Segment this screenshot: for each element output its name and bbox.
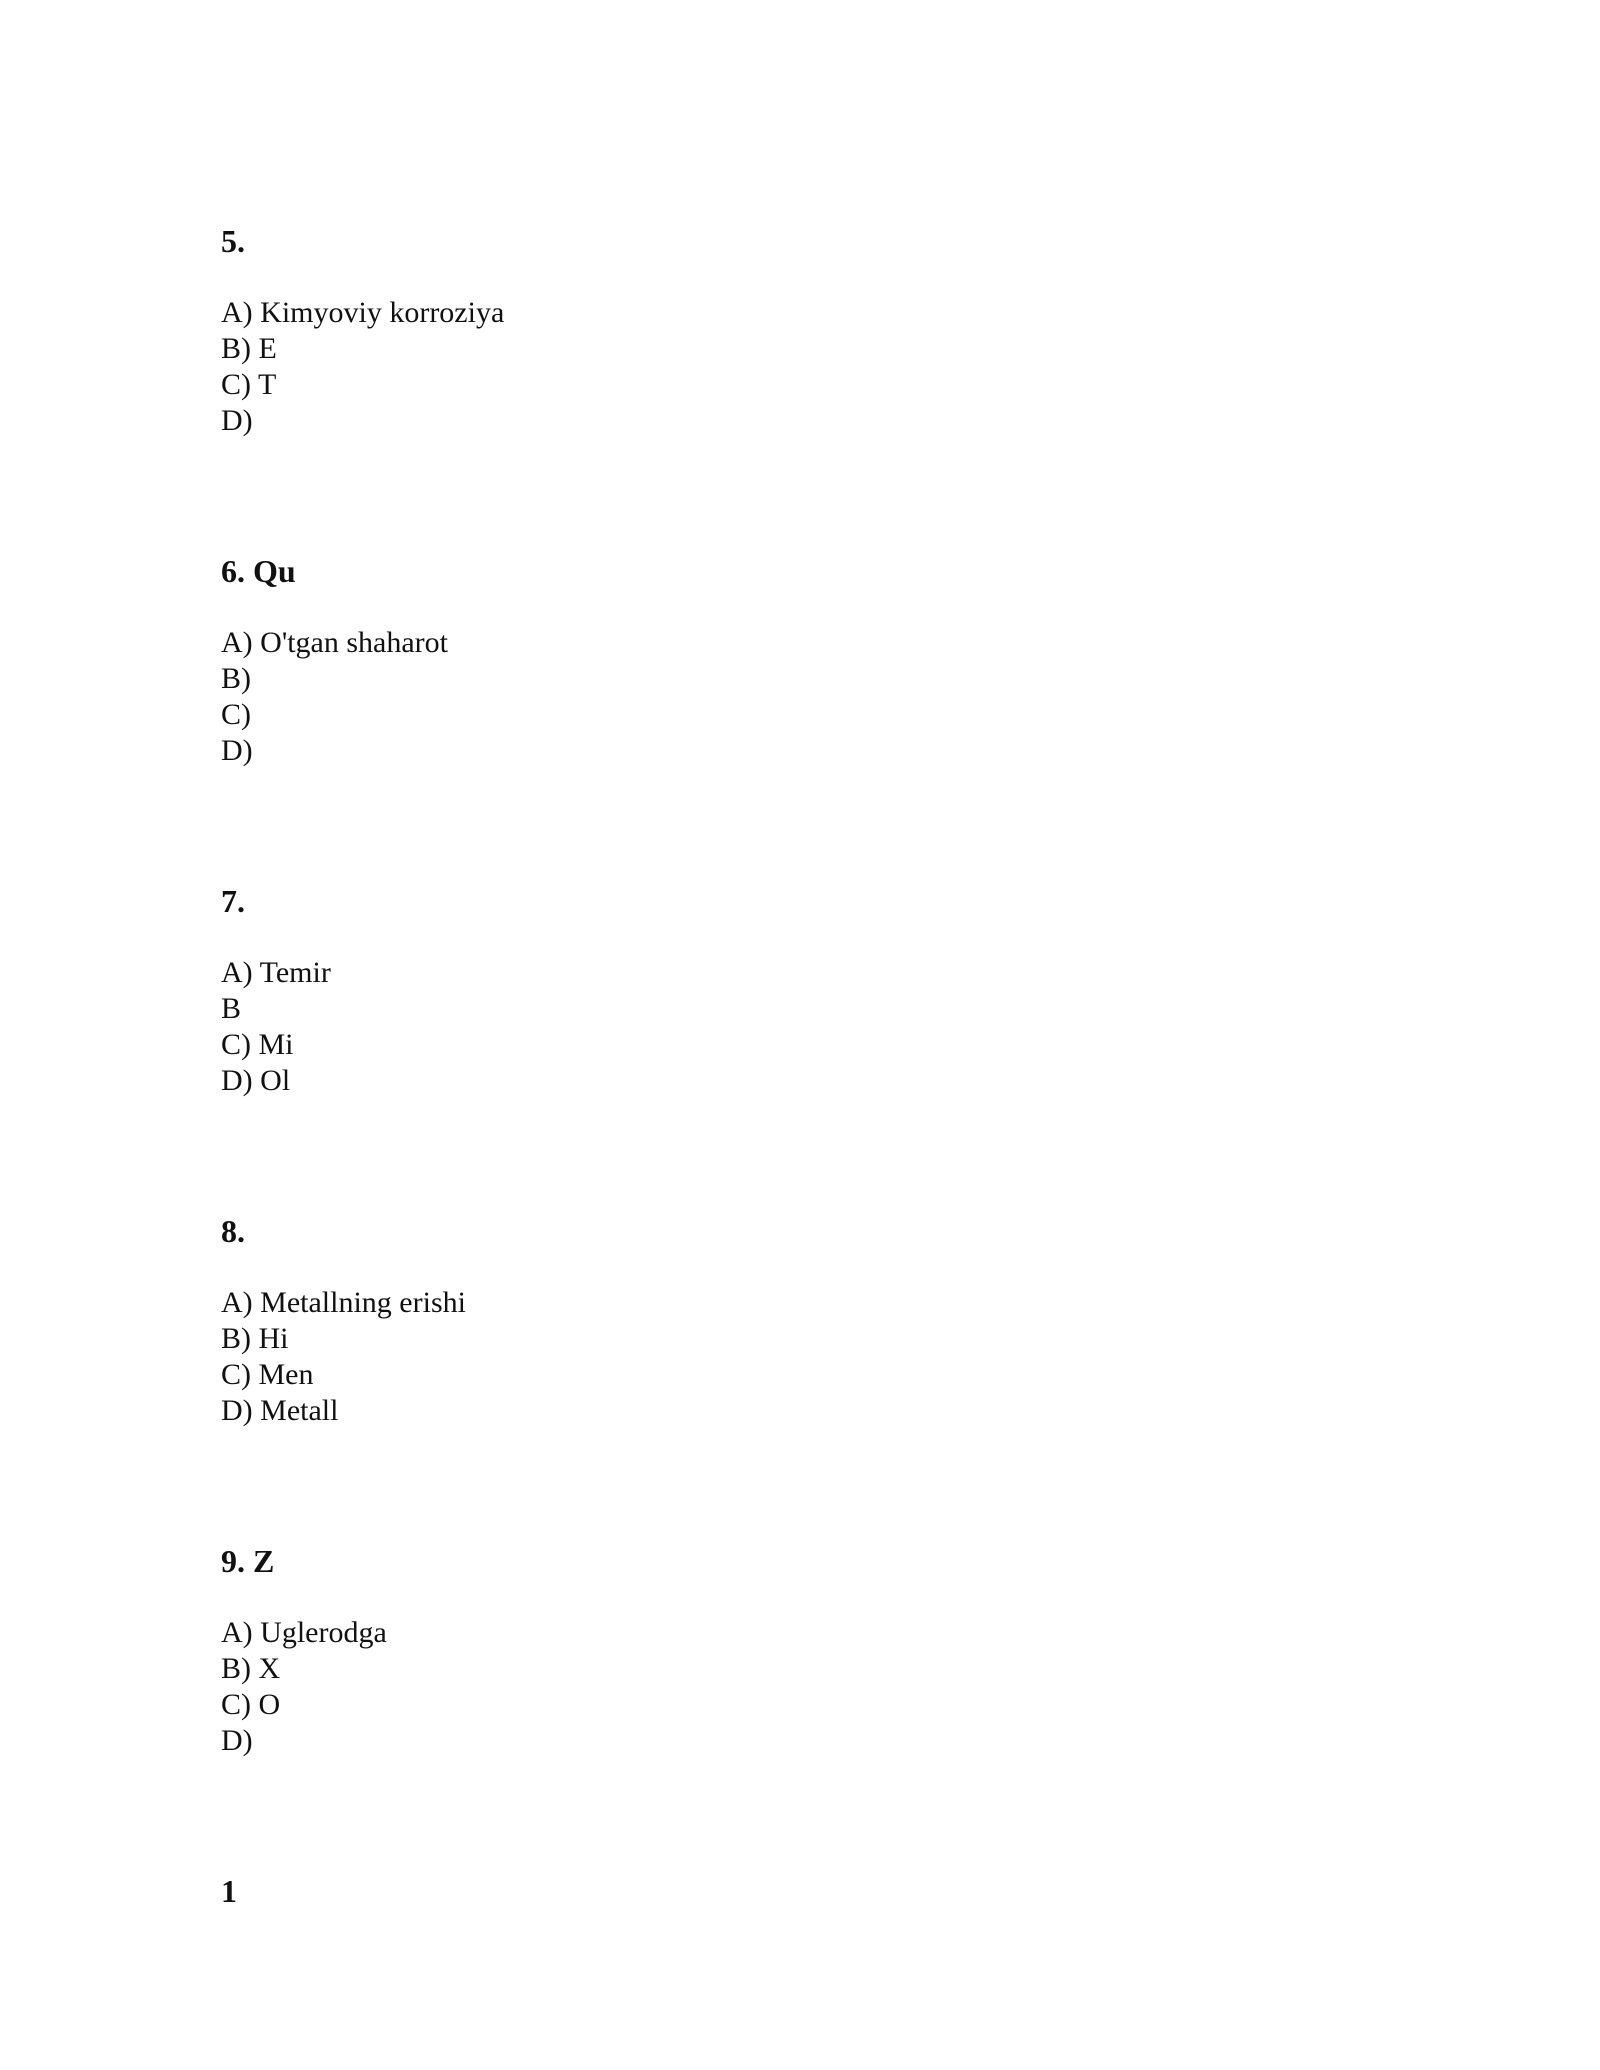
option-c: C) O: [221, 1688, 281, 1721]
option-list: [221, 1615, 1421, 1759]
question-title: 9. Z: [221, 1543, 275, 1579]
question-6: [221, 551, 1421, 769]
option-d: D) Ol: [221, 1064, 291, 1097]
question-title: 7.: [221, 883, 245, 919]
question-7: [221, 881, 1421, 1099]
question-title: 5.: [221, 223, 245, 259]
option-d: D): [221, 1724, 253, 1757]
option-b: B) X: [221, 1652, 281, 1685]
option-a: A) Uglerodga: [221, 1616, 387, 1649]
option-a: A) Kimyoviy korroziya: [221, 296, 505, 329]
option-d: D): [221, 734, 253, 767]
option-b: B) Hi: [221, 1322, 289, 1355]
question-10: [221, 1871, 1421, 1911]
option-c: C) Mi: [221, 1028, 294, 1061]
option-list: [221, 295, 1421, 439]
option-list: [221, 1285, 1421, 1429]
option-a: A) Temir: [221, 956, 331, 989]
option-a: A) O'tgan shaharot: [221, 626, 449, 659]
option-list: [221, 625, 1421, 769]
question-title: 1: [221, 1873, 237, 1909]
option-c: C) Men: [221, 1358, 314, 1391]
option-d: D) Metall: [221, 1394, 339, 1427]
question-8: [221, 1211, 1421, 1429]
question-title: 8.: [221, 1213, 245, 1249]
option-list: [221, 955, 1421, 1099]
option-b: B: [221, 992, 242, 1025]
question-9: [221, 1541, 1421, 1759]
question-5: [221, 221, 1421, 439]
option-d: D): [221, 404, 253, 437]
option-b: B) E: [221, 332, 277, 365]
option-b: B): [221, 662, 251, 695]
question-title: 6. Qu: [221, 553, 296, 589]
option-a: A) Metallning erishi: [221, 1286, 466, 1319]
option-c: C): [221, 698, 251, 731]
option-c: C) T: [221, 368, 277, 401]
